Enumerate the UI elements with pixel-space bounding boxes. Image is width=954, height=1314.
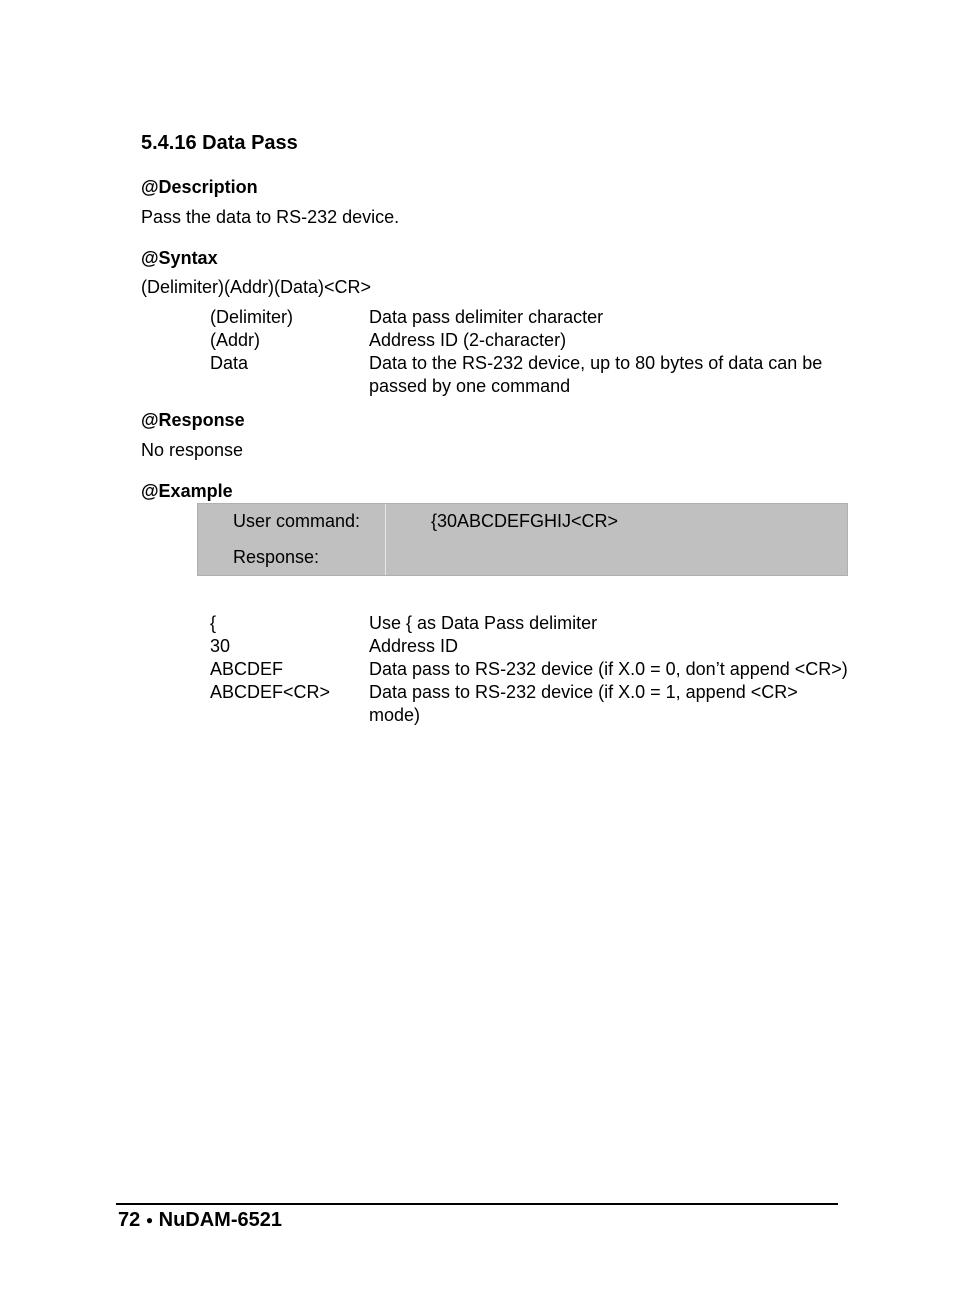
param-desc: Data to the RS-232 device, up to 80 bytes of data can be passed by one command	[369, 353, 823, 396]
param-row	[210, 329, 850, 352]
response-label: Response:	[233, 547, 320, 567]
note-row	[210, 612, 850, 635]
note-name: {	[210, 613, 217, 633]
param-desc: Data pass delimiter character	[369, 307, 604, 327]
bullet-icon: ●	[145, 1213, 154, 1227]
note-desc: Use { as Data Pass delimiter	[369, 613, 598, 633]
product-name: NuDAM-6521	[158, 1209, 282, 1231]
user-command-label: User command:	[233, 511, 361, 531]
param-name: (Delimiter)	[210, 307, 293, 327]
note-name: ABCDEF	[210, 659, 284, 679]
example-divider	[385, 504, 386, 575]
param-name: (Addr)	[210, 330, 261, 350]
note-desc: Address ID	[369, 636, 459, 656]
note-row	[210, 635, 850, 658]
footer-rule	[116, 1203, 838, 1205]
user-command-value: {30ABCDEFGHIJ<CR>	[431, 511, 619, 531]
param-desc: Address ID (2-character)	[369, 330, 567, 350]
note-row	[210, 681, 850, 727]
example-notes	[210, 612, 850, 727]
note-row	[210, 658, 850, 681]
response-heading: @Response	[141, 410, 245, 430]
section-title: 5.4.16 Data Pass	[141, 132, 298, 154]
example-box	[197, 503, 848, 576]
description-heading: @Description	[141, 177, 258, 197]
note-name: 30	[210, 636, 231, 656]
syntax-text: (Delimiter)(Addr)(Data)<CR>	[141, 277, 372, 297]
response-text: No response	[141, 440, 244, 460]
description-text: Pass the data to RS-232 device.	[141, 207, 400, 227]
note-desc: Data pass to RS-232 device (if X.0 = 1, append <CR> mode)	[369, 682, 798, 725]
param-name: Data	[210, 353, 249, 373]
param-row	[210, 306, 850, 329]
syntax-params	[210, 306, 850, 398]
param-row	[210, 352, 850, 398]
page-number: 72	[118, 1209, 141, 1231]
example-heading: @Example	[141, 481, 233, 501]
syntax-heading: @Syntax	[141, 248, 218, 268]
note-desc: Data pass to RS-232 device (if X.0 = 0, don’t append <CR>)	[369, 659, 848, 679]
page-footer	[118, 1209, 282, 1232]
note-name: ABCDEF<CR>	[210, 682, 331, 702]
